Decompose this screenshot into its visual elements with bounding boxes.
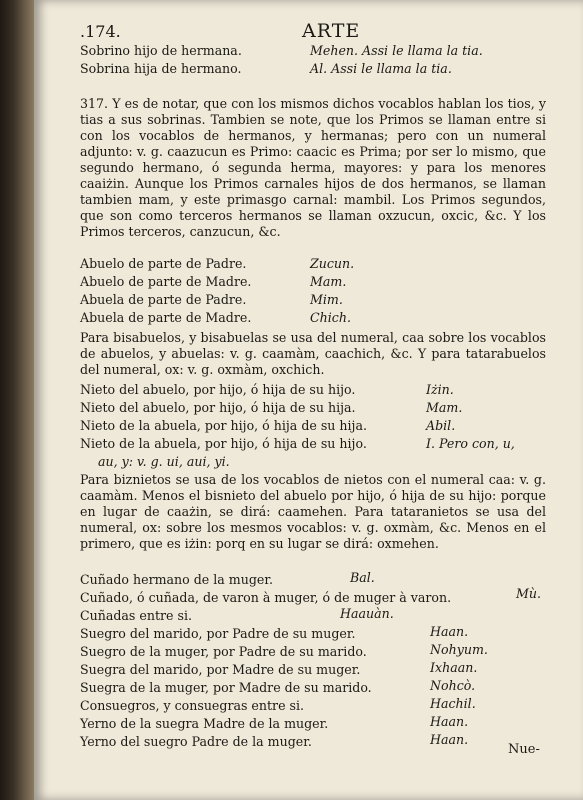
table-row-left: Abuelo de parte de Padre. — [80, 256, 247, 271]
table-row-left: Nieto de la abuela, por hijo, ó hija de su hijo. — [80, 436, 367, 451]
table-row-right: Ixhaan. — [430, 660, 478, 675]
top-row-right: Mehen. Assi le llama la tia. — [310, 43, 483, 58]
table-row-left: Suegra del marido, por Madre de su muger. — [80, 662, 361, 677]
table-row-left: Abuela de parte de Madre. — [80, 310, 252, 325]
table-row-left: Abuela de parte de Padre. — [80, 292, 247, 307]
table-row-right: Nohcò. — [430, 678, 476, 693]
table-row-right: Mim. — [310, 292, 343, 307]
table-row-right: Haan. — [430, 732, 469, 747]
table-row-left: Nieto del abuelo, por hijo, ó hija de su hija. — [80, 400, 356, 415]
table-row-left: Suegro de la muger, por Padre de su marido. — [80, 644, 367, 659]
nietos-continuation: au, y: v. g. ui, aui, yi. — [98, 454, 230, 469]
table-row-right: Nohyum. — [430, 642, 488, 657]
page-header — [80, 22, 550, 42]
top-row-right: Al. Assi le llama la tia. — [310, 61, 452, 76]
table-row-right: Abil. — [426, 418, 456, 433]
table-row-right: Chich. — [310, 310, 351, 325]
table-row-left: Yerno del suegro Padre de la muger. — [80, 734, 312, 749]
paragraph-text: 317. Y es de notar, que con los mismos dichos vocablos hablan los tios, y tias a sus sobrinas. Tambien se note, que los Primos se llaman entre si con los vocablos de hermanos, y hermanas; pero con un numeral adjunto: v. g. caazucun es Primo: caacic es Prima; por ser lo mismo, que segundo hermano, ó segunda herma, mayores: y para los menores caaiżin. Aunque los Primos carnales hijos de dos hermanos, se llaman tambien mam, y este primasgo carnal: mambil. Los Primos segundos, que son como terceros hermanos se llaman oxzucun, oxcic, &c. Y los Primos terceros, canzucun, &c. — [80, 96, 546, 239]
catchword: Nue- — [508, 742, 540, 757]
paragraph-text: Para bisabuelos, y bisabuelas se usa del numeral, caa sobre los vocablos de abuelos, y abuelas: v. g. caamàm, caachich, &c. Y para tatarabuelos del numeral, ox: v. g. oxmàm, oxchich. — [80, 330, 546, 377]
paragraph-biznietos — [80, 472, 546, 552]
table-row-right: Haauàn. — [340, 606, 394, 621]
book-page — [34, 0, 583, 800]
table-row-right: I. Pero con, u, — [426, 436, 515, 451]
table-row-right: Iżin. — [426, 382, 454, 397]
top-row-left: Sobrino hijo de hermana. — [80, 43, 242, 58]
paragraph-317 — [80, 96, 546, 240]
table-row-left: Nieto del abuelo, por hijo, ó hija de su hijo. — [80, 382, 356, 397]
running-head: ARTE — [302, 20, 361, 42]
table-row-right: Mam. — [310, 274, 347, 289]
table-row-left: Suegro del marido, por Padre de su muger. — [80, 626, 356, 641]
table-row-left: Cuñadas entre si. — [80, 608, 192, 623]
page-number: .174. — [80, 22, 121, 41]
table-row-right: Haan. — [430, 624, 469, 639]
table-row-right: Mù. — [516, 586, 542, 601]
table-row-left: Yerno de la suegra Madre de la muger. — [80, 716, 329, 731]
table-row-left: Cuñado hermano de la muger. — [80, 572, 274, 587]
table-row-right: Bal. — [350, 570, 375, 585]
table-row-left: Cuñado, ó cuñada, de varon à muger, ó de muger à varon. — [80, 590, 452, 605]
paragraph-bisabuelos — [80, 330, 546, 378]
paragraph-text: Para biznietos se usa de los vocablos de nietos con el numeral caa: v. g. caamàm. Menos el bisnieto del abuelo por hijo, ó hija de su hijo: porque en lugar de caażin, se dirá: caamehen. Para tataranietos se usa del numeral, ox: sobre los mesmos vocablos: v. g. oxmàm, &c. Menos en el primero, que es iżin: porq en su lugar se dirá: oxmehen. — [80, 472, 546, 551]
top-row-left: Sobrina hija de hermano. — [80, 61, 242, 76]
book-spine-shadow — [0, 0, 34, 800]
table-row-left: Nieto de la abuela, por hijo, ó hija de su hija. — [80, 418, 367, 433]
table-row-left: Suegra de la muger, por Madre de su marido. — [80, 680, 372, 695]
table-row-right: Hachil. — [430, 696, 476, 711]
table-row-left: Abuelo de parte de Madre. — [80, 274, 252, 289]
table-row-right: Zucun. — [310, 256, 355, 271]
table-row-right: Mam. — [426, 400, 463, 415]
table-row-left: Consuegros, y consuegras entre si. — [80, 698, 305, 713]
table-row-right: Haan. — [430, 714, 469, 729]
